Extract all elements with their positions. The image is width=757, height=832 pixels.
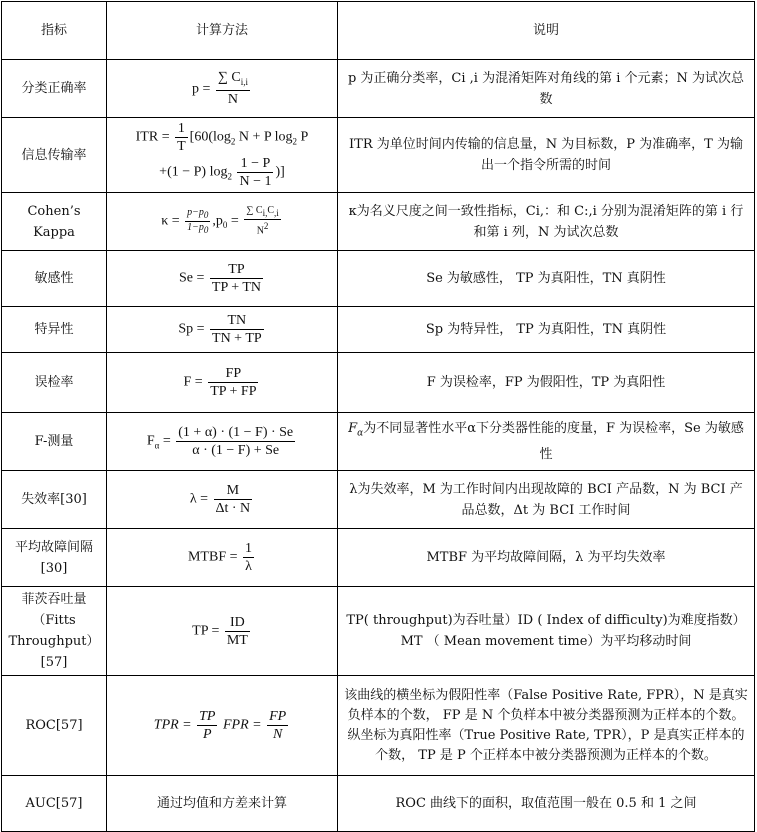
metric-description: p 为正确分类率，Ci ,i 为混淆矩阵对角线的第 i 个元素；N 为试次总数 [338,60,755,118]
table-row [2,60,755,118]
fraction: $\frac{TN}{TN + TP}$ [212,313,262,346]
metric-name: 失效率[30] [2,471,107,529]
header-description: 说明 [338,2,755,60]
table-row [2,193,755,251]
fraction: $\frac{p-p_0}{1-p_0}$ [187,207,209,235]
metric-description: ROC 曲线下的面积，取值范围一般在 0.5 和 1 之间 [338,776,755,832]
metric-description: Sp 为特异性， TP 为真阳性，TN 真阴性 [338,307,755,353]
metric-formula: ITR = $\frac{1}{T}$ [$60(\log_2$ N + P $\log_2 P$ +(1 − P) $\log_2$ $\frac{1 - P}{N - 1}$ )] [107,118,338,193]
metric-formula: F = $\frac{FP}{TP + FP}$ [107,353,338,413]
metric-formula: κ = $\frac{p-p_0}{1-p_0}$ $,p_0$ = $\frac{\sum C_{i,}C_{,i}}{N^2}$ [107,193,338,251]
metric-name: 平均故障间隔[30] [2,529,107,587]
metric-name: 菲茨吞吐量（Fitts Throughput）[57] [2,587,107,676]
header-row [2,2,755,60]
fraction: $\frac{FP}{N}$ [269,709,287,742]
metric-name: F-测量 [2,413,107,471]
table-row [2,118,755,193]
table-row [2,587,755,676]
fraction: $\frac{1 - P}{N - 1}$ [239,156,272,189]
metric-description: MTBF 为平均故障间隔，λ 为平均失效率 [338,529,755,587]
metric-name: 特异性 [2,307,107,353]
metric-description: ITR 为单位时间内传输的信息量，N 为目标数，P 为准确率，T 为输出一个指令所需的时间 [338,118,755,193]
metric-formula: λ = $\frac{M}{\Delta t \cdot N}$ [107,471,338,529]
table-row [2,251,755,307]
fraction: $\frac{1}{T}$ [177,121,186,154]
metric-formula: TP = $\frac{ID}{MT}$ [107,587,338,676]
metric-description: F 为误检率，FP 为假阳性，TP 为真阳性 [338,353,755,413]
metric-name: 分类正确率 [2,60,107,118]
table-row [2,413,755,471]
fraction: $\frac{TP}{P}$ [199,709,216,742]
metric-description: λ为失效率，M 为工作时间内出现故障的 BCI 产品数，N 为 BCI 产品总数，Δt 为 BCI 工作时间 [338,471,755,529]
fraction: $\frac{ID}{MT}$ [226,614,248,648]
metric-formula: TPR = $\frac{TP}{P}$ FPR = $\frac{FP}{N}$ [107,676,338,776]
fraction: $\frac{FP}{TP + FP}$ [210,366,257,399]
fraction: $\frac{M}{\Delta t \cdot N}$ [215,483,251,516]
metric-description: Se 为敏感性， TP 为真阳性，TN 真阴性 [338,251,755,307]
metric-formula: $F_\alpha$ = $\frac{(1 + \alpha) \cdot (1 - F) \cdot Se}{\alpha \cdot (1 - F) + Se}$ [107,413,338,471]
metric-description: 该曲线的横坐标为假阳性率（False Positive Rate, FPR），N 是真实负样本的个数， FP 是 N 个负样本中被分类器预测为正样本的个数。纵坐标为真阳性率（True Positive Rate, TPR），P 是真实正样本的个数， TP 是 P 个正样本中被分类器预测为正样本的个数。 [338,676,755,776]
metric-description: TP( throughput)为吞吐量）ID ( Index of difficulty)为难度指数）MT （ Mean movement time）为平均移动时间 [338,587,755,676]
table-row [2,529,755,587]
fraction: $\frac{1}{\lambda}$ [245,541,253,574]
table-row [2,353,755,413]
metric-formula: Se = $\frac{TP}{TP + TN}$ [107,251,338,307]
table-row [2,471,755,529]
metric-name: Cohen’s Kappa [2,193,107,251]
metric-formula: MTBF = $\frac{1}{\lambda}$ [107,529,338,587]
metric-name: AUC[57] [2,776,107,832]
table-row [2,307,755,353]
metric-formula: 通过均值和方差来计算 [107,776,338,832]
fraction: $\frac{TP}{TP + TN}$ [211,262,262,295]
fraction: $\frac{\sum C_{i,i}}{N}$ [217,69,248,108]
metric-name: 误检率 [2,353,107,413]
fraction: $\frac{\sum C_{i,}C_{,i}}{N^2}$ [246,205,279,237]
metric-formula: p = $\frac{\sum C_{i,i}}{N}$ [107,60,338,118]
table-row [2,776,755,832]
metric-formula: Sp = $\frac{TN}{TN + TP}$ [107,307,338,353]
table-row [2,676,755,776]
metric-description: $F_\alpha$为不同显著性水平α下分类器性能的度量，F 为误检率，Se 为敏感性 [338,413,755,471]
header-metric: 指标 [2,2,107,60]
metric-description: κ为名义尺度之间一致性指标，Ci,：和 C:,i 分别为混淆矩阵的第 i 行和第 i 列，N 为试次总数 [338,193,755,251]
metric-name: 敏感性 [2,251,107,307]
header-method: 计算方法 [107,2,338,60]
metric-name: ROC[57] [2,676,107,776]
metrics-table [1,1,755,832]
fraction: $\frac{(1 + \alpha) \cdot (1 - F) \cdot Se}{\alpha \cdot (1 - F) + Se}$ [178,425,294,458]
metric-name: 信息传输率 [2,118,107,193]
